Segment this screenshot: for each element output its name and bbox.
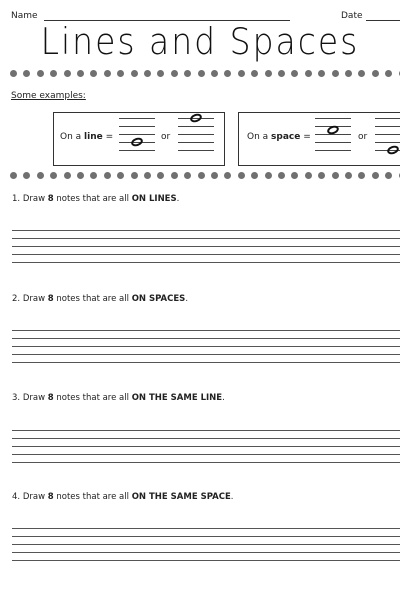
divider-dot bbox=[332, 172, 339, 179]
example-box-line bbox=[53, 112, 225, 166]
example-line-staff-b bbox=[178, 118, 214, 158]
page-title: Lines and Spaces bbox=[40, 20, 360, 63]
question-end: . bbox=[222, 393, 225, 403]
question-count: 8 bbox=[47, 294, 54, 304]
question-pre: Draw bbox=[22, 393, 46, 403]
divider-dot bbox=[131, 172, 138, 179]
question-4 bbox=[12, 492, 234, 502]
example-space-keyword: space bbox=[271, 132, 301, 142]
divider-dot bbox=[198, 70, 205, 77]
divider-dot bbox=[211, 172, 218, 179]
question-number: 2. bbox=[12, 294, 21, 304]
question-end: . bbox=[176, 194, 180, 204]
question-pre: Draw bbox=[22, 194, 46, 204]
example-line-suffix: = bbox=[102, 132, 114, 142]
divider-dot bbox=[305, 172, 312, 179]
divider-dot bbox=[358, 70, 365, 77]
divider-dot bbox=[64, 172, 71, 179]
staff-4[interactable] bbox=[12, 528, 400, 560]
divider-dot bbox=[117, 172, 124, 179]
divider-dot bbox=[104, 172, 111, 179]
question-number: 3. bbox=[12, 393, 21, 403]
examples-label: Some examples: bbox=[11, 91, 86, 101]
date-label: Date bbox=[341, 11, 363, 21]
divider-dot bbox=[265, 172, 272, 179]
divider-dot bbox=[318, 172, 325, 179]
divider-dot bbox=[251, 70, 258, 77]
divider-dot bbox=[50, 70, 57, 77]
staff-2[interactable] bbox=[12, 330, 400, 362]
question-target: ON THE SAME LINE bbox=[131, 393, 223, 403]
example-space-staff-a bbox=[315, 118, 351, 158]
question-count: 8 bbox=[47, 194, 54, 204]
example-line-staff-a bbox=[119, 118, 155, 158]
divider-dot bbox=[144, 172, 151, 179]
question-number: 4. bbox=[12, 492, 21, 502]
divider-dot bbox=[291, 172, 298, 179]
divider-dot bbox=[385, 70, 392, 77]
divider-dot bbox=[372, 70, 379, 77]
question-mid: notes that are all bbox=[56, 492, 129, 502]
name-label: Name bbox=[11, 11, 38, 21]
divider-dot bbox=[251, 172, 258, 179]
divider-dot bbox=[385, 172, 392, 179]
divider-dot bbox=[117, 70, 124, 77]
divider-dot bbox=[372, 172, 379, 179]
example-space-text bbox=[247, 132, 311, 142]
divider-dot bbox=[90, 70, 97, 77]
divider-dot bbox=[23, 172, 30, 179]
divider-dot bbox=[332, 70, 339, 77]
divider-dot bbox=[345, 172, 352, 179]
question-end: . bbox=[230, 492, 234, 502]
divider-dot bbox=[305, 70, 312, 77]
divider-dot bbox=[265, 70, 272, 77]
divider-dot bbox=[278, 70, 285, 77]
divider-dot bbox=[198, 172, 205, 179]
question-target: ON SPACES bbox=[131, 294, 186, 304]
divider-dot bbox=[77, 172, 84, 179]
divider-dot bbox=[345, 70, 352, 77]
divider-dot bbox=[64, 70, 71, 77]
question-mid: notes that are all bbox=[56, 393, 129, 403]
divider-dot bbox=[211, 70, 218, 77]
divider-dot bbox=[318, 70, 325, 77]
staff-3[interactable] bbox=[12, 430, 400, 462]
whole-note-icon bbox=[386, 144, 400, 156]
dotted-divider-bottom bbox=[10, 172, 400, 180]
question-end: . bbox=[185, 294, 189, 304]
example-space-staff-b bbox=[375, 118, 400, 158]
question-number: 1. bbox=[12, 194, 21, 204]
question-mid: notes that are all bbox=[56, 194, 129, 204]
divider-dot bbox=[224, 70, 231, 77]
example-line-or: or bbox=[161, 132, 171, 142]
divider-dot bbox=[23, 70, 30, 77]
divider-dot bbox=[184, 172, 191, 179]
divider-dot bbox=[291, 70, 298, 77]
whole-note-icon bbox=[189, 112, 203, 124]
divider-dot bbox=[358, 172, 365, 179]
divider-dot bbox=[171, 70, 178, 77]
question-1 bbox=[12, 194, 179, 204]
question-count: 8 bbox=[47, 393, 54, 403]
divider-dot bbox=[90, 172, 97, 179]
example-line-prefix: On a bbox=[60, 132, 82, 142]
dotted-divider-top bbox=[10, 70, 400, 78]
divider-dot bbox=[104, 70, 111, 77]
divider-dot bbox=[37, 172, 44, 179]
example-space-or: or bbox=[358, 132, 368, 142]
divider-dot bbox=[50, 172, 57, 179]
whole-note-icon bbox=[130, 136, 144, 148]
divider-dot bbox=[144, 70, 151, 77]
divider-dot bbox=[10, 70, 17, 77]
divider-dot bbox=[224, 172, 231, 179]
question-3 bbox=[12, 393, 225, 403]
divider-dot bbox=[157, 172, 164, 179]
divider-dot bbox=[238, 70, 245, 77]
question-pre: Draw bbox=[22, 492, 46, 502]
divider-dot bbox=[131, 70, 138, 77]
divider-dot bbox=[37, 70, 44, 77]
example-space-suffix: = bbox=[300, 132, 311, 142]
question-count: 8 bbox=[47, 492, 54, 502]
divider-dot bbox=[77, 70, 84, 77]
divider-dot bbox=[10, 172, 17, 179]
example-line-keyword: line bbox=[84, 132, 103, 142]
example-line-text bbox=[60, 132, 113, 142]
divider-dot bbox=[238, 172, 245, 179]
divider-dot bbox=[157, 70, 164, 77]
example-space-prefix: On a bbox=[247, 132, 269, 142]
question-mid: notes that are all bbox=[56, 294, 129, 304]
divider-dot bbox=[171, 172, 178, 179]
example-box-space bbox=[238, 112, 400, 166]
question-pre: Draw bbox=[22, 294, 46, 304]
question-target: ON LINES bbox=[131, 194, 177, 204]
question-target: ON THE SAME SPACE bbox=[131, 492, 231, 502]
question-2 bbox=[12, 294, 188, 304]
divider-dot bbox=[184, 70, 191, 77]
divider-dot bbox=[278, 172, 285, 179]
staff-1[interactable] bbox=[12, 230, 400, 262]
